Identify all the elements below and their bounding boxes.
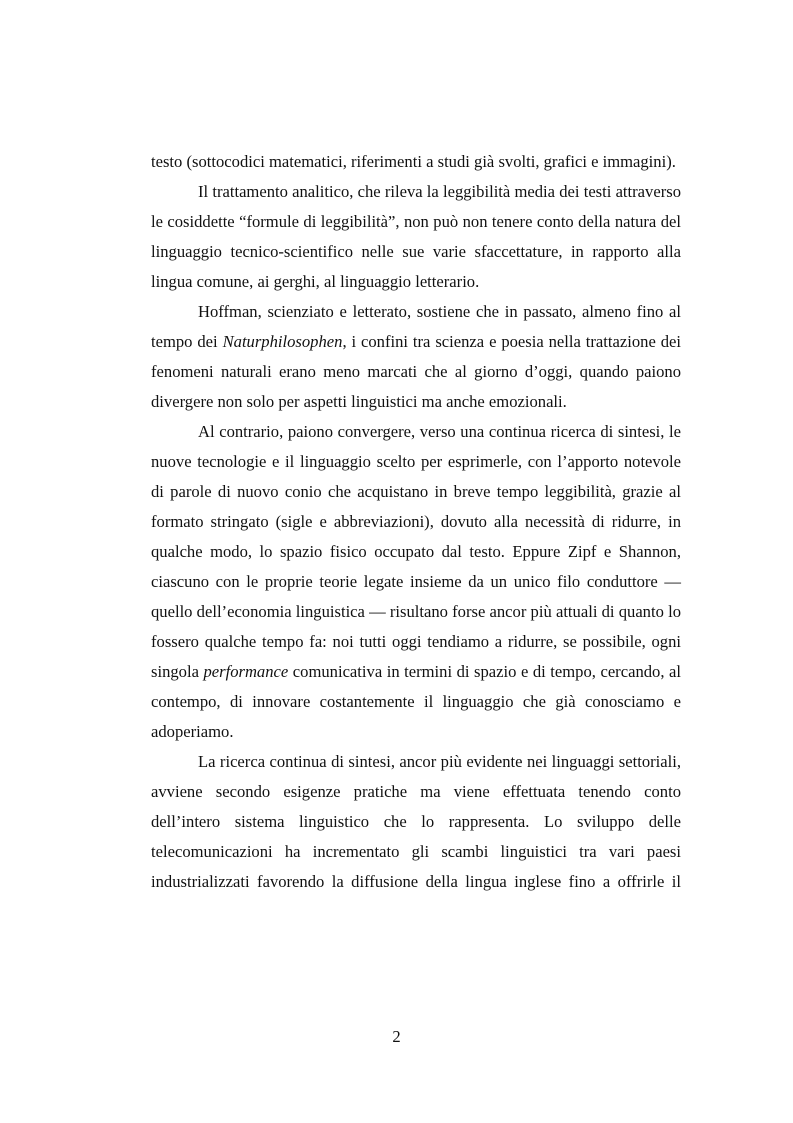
paragraph	[151, 747, 681, 897]
paragraph	[151, 177, 681, 297]
paragraph	[151, 417, 681, 747]
italic-term: performance	[203, 662, 289, 681]
paragraph-text: , i confini tra scienza e poesia nella trattazione dei fenomeni naturali erano meno marcati che al giorno d’oggi, quando paiono divergere non solo per aspetti linguistici ma anche emozionali.	[151, 332, 681, 411]
body-text	[151, 147, 681, 897]
paragraph-text: Il trattamento analitico, che rileva la leggibilità media dei testi attraverso le cosiddette “formule di leggibilità”, non può non tenere conto della natura del linguaggio tecnico-scientifico nelle sue varie sfaccettature, in rapporto alla lingua comune, ai gerghi, al linguaggio letterario.	[151, 182, 681, 291]
paragraph-text: testo (sottocodici matematici, riferimenti a studi già svolti, grafici e immagini).	[151, 152, 676, 171]
paragraph-text: Al contrario, paiono convergere, verso una continua ricerca di sintesi, le nuove tecnologie e il linguaggio scelto per esprimerle, con l’apporto notevole di parole di nuovo conio che acquistano in breve tempo leggibilità, grazie al formato stringato (sigle e abbreviazioni), dovuto alla necessità di ridurre, in qualche modo, lo spazio fisico occupato dal testo. Eppure Zipf e Shannon, ciascuno con le proprie teorie legate insieme da un unico filo conduttore — quello dell’economia linguistica — risultano forse ancor più attuali di quanto lo fossero qualche tempo fa: noi tutti oggi tendiamo a ridurre, se possibile, ogni singola	[151, 422, 681, 681]
italic-term: Naturphilosophen	[222, 332, 343, 351]
paragraph-text: Hoffman, scienziato e letterato, sostiene che in passato, almeno fino al tempo dei	[151, 302, 681, 351]
paragraph-text: La ricerca continua di sintesi, ancor più evidente nei linguaggi settoriali, avviene secondo esigenze pratiche ma viene effettuata tenendo conto dell’intero sistema linguistico che lo rappresenta. Lo sviluppo delle telecomunicazioni ha incrementato gli scambi linguistici tra vari paesi industrializzati favorendo la diffusione della lingua inglese fino a offrirle il	[151, 752, 681, 891]
paragraph	[151, 297, 681, 417]
page-number: 2	[392, 1027, 401, 1046]
paragraph-text: comunicativa in termini di spazio e di tempo, cercando, al contempo, di innovare costantemente il linguaggio che già conosciamo e adoperiamo.	[151, 662, 681, 741]
paragraph	[151, 147, 681, 177]
